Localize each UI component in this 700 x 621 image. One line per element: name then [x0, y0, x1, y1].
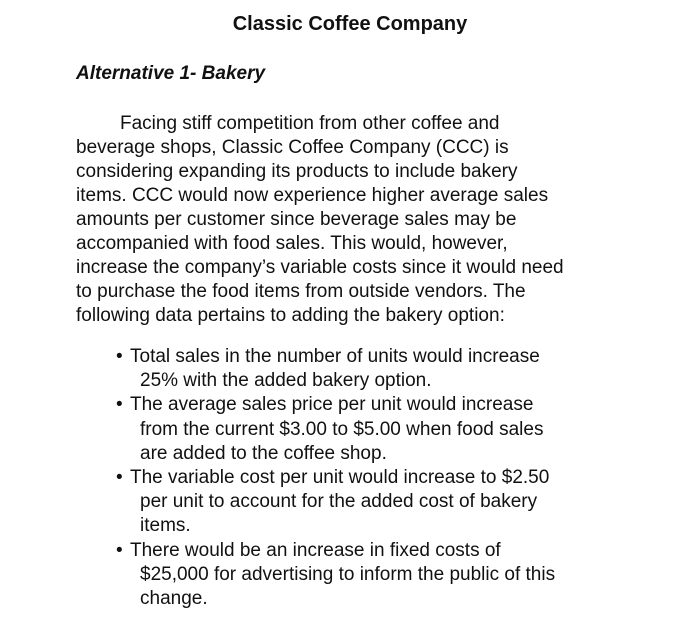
list-item-line: change.	[140, 588, 208, 610]
bullet-icon: •	[116, 346, 123, 367]
paragraph-line: accompanied with food sales. This would, however,	[76, 233, 508, 254]
paragraph-line: Facing stiff competition from other coffee and	[120, 113, 500, 134]
intro-paragraph	[76, 112, 636, 328]
paragraph-line: beverage shops, Classic Coffee Company (CCC) is	[76, 137, 509, 158]
list-item-line: items.	[140, 515, 191, 537]
list-item-line: There would be an increase in fixed costs of	[130, 539, 501, 561]
bullet-icon: •	[116, 394, 123, 416]
list-item-line: from the current $3.00 to $5.00 when food sales	[140, 418, 544, 440]
list-item-units-increase	[116, 345, 636, 393]
list-item-variable-cost	[116, 466, 636, 539]
list-item-line: The variable cost per unit would increase to $2.50	[130, 467, 550, 489]
list-item-line: 25% with the added bakery option.	[140, 370, 432, 392]
list-item-line: per unit to account for the added cost of bakery	[140, 491, 538, 513]
bullet-icon: •	[116, 467, 123, 489]
paragraph-line: increase the company’s variable costs since it would need	[76, 257, 564, 278]
document-title: Classic Coffee Company	[232, 13, 468, 35]
paragraph-line: following data pertains to adding the bakery option:	[76, 305, 505, 326]
paragraph-line: to purchase the food items from outside vendors. The	[76, 281, 526, 302]
paragraph-line: considering expanding its products to include bakery	[76, 161, 518, 182]
section-heading: Alternative 1- Bakery	[76, 63, 266, 84]
list-item-fixed-costs	[116, 539, 636, 612]
list-item-line: are added to the coffee shop.	[140, 442, 387, 464]
assumptions-list	[116, 345, 636, 611]
bullet-icon: •	[116, 539, 123, 561]
list-item-price-increase	[116, 393, 636, 466]
paragraph-line: amounts per customer since beverage sales may be	[76, 209, 517, 230]
list-item-line: Total sales in the number of units would increase	[130, 346, 540, 367]
paragraph-line: items. CCC would now experience higher average sales	[76, 185, 549, 206]
list-item-line: The average sales price per unit would increase	[130, 394, 534, 416]
list-item-line: $25,000 for advertising to inform the public of this	[140, 563, 556, 585]
